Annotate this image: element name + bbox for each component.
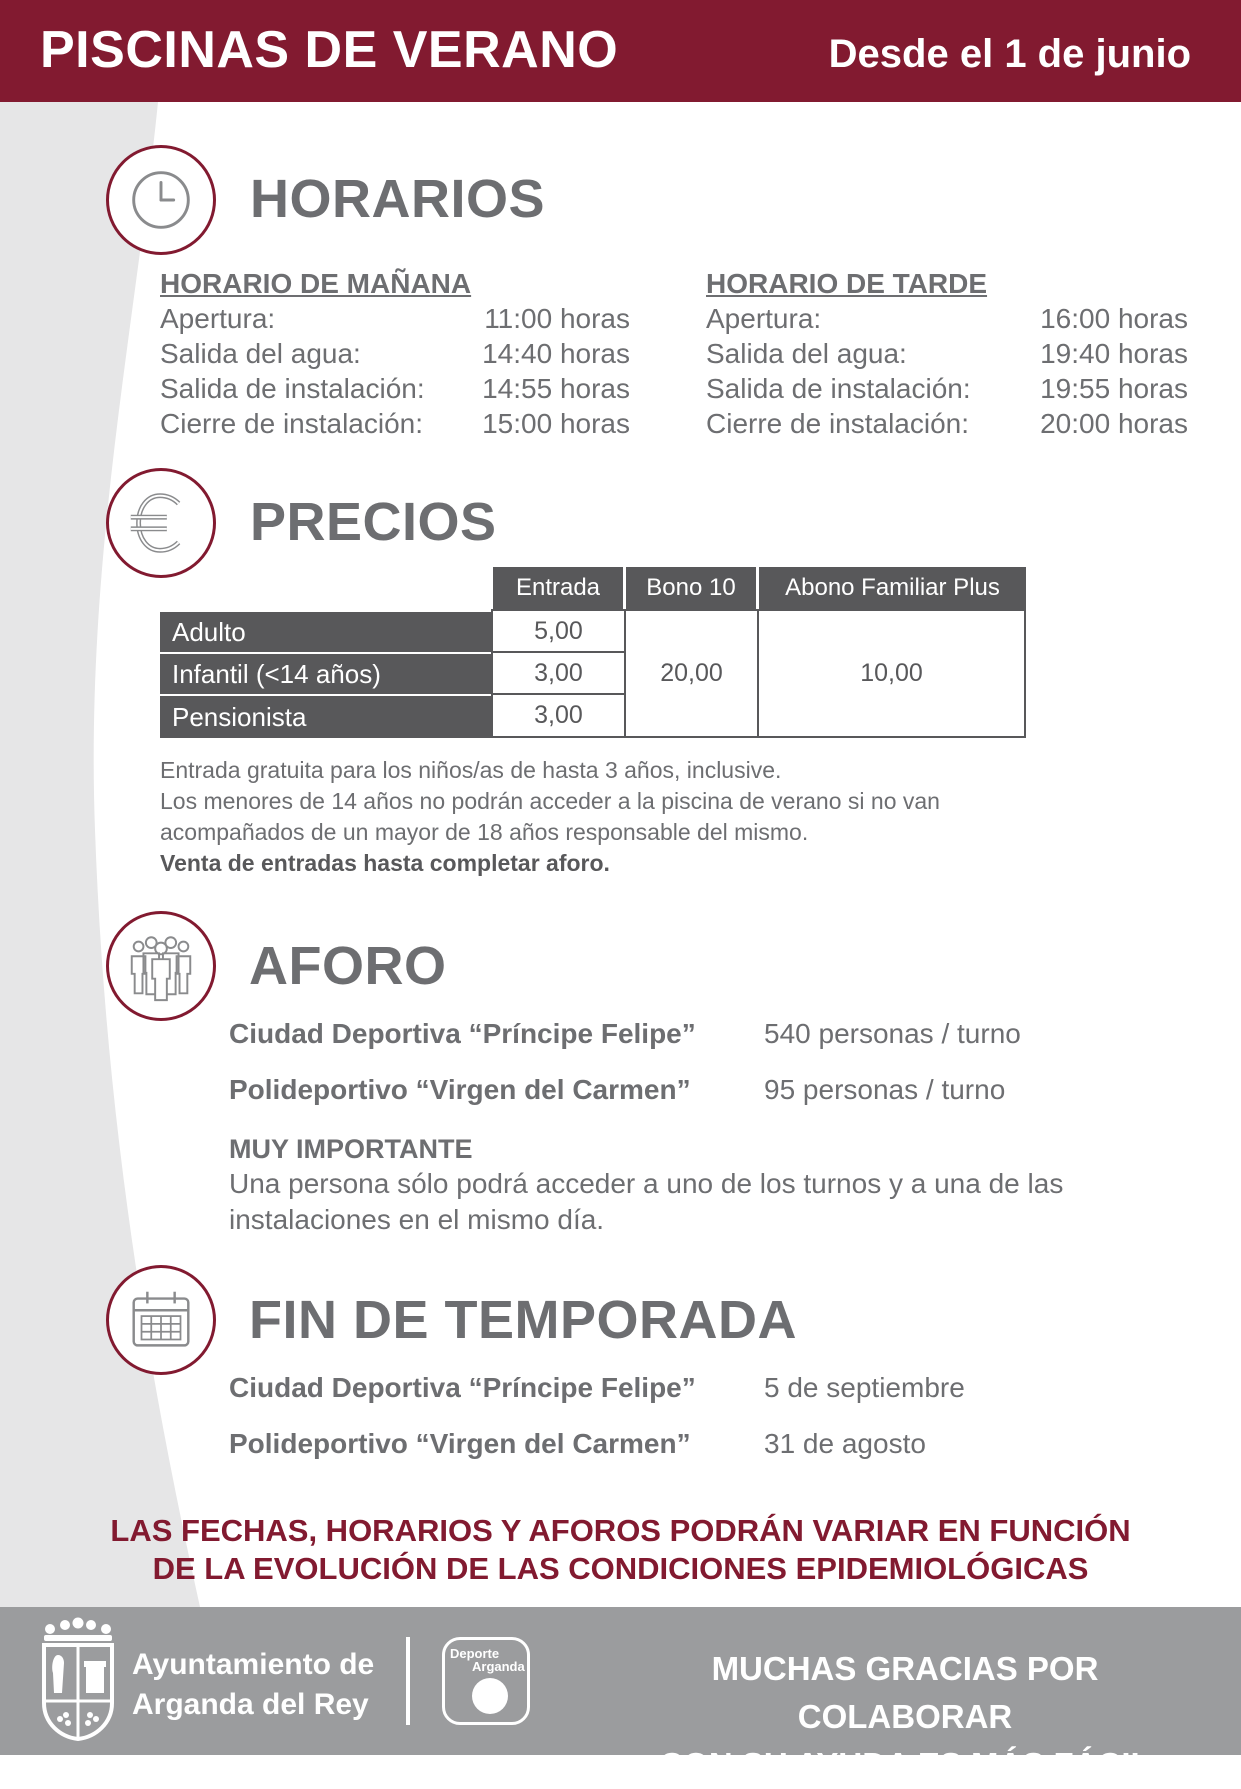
aforo-title: AFORO: [249, 936, 447, 996]
precios-title: PRECIOS: [250, 492, 497, 552]
important-line: instalaciones en el mismo día.: [229, 1204, 605, 1235]
important-notice: [229, 1132, 1129, 1238]
note-line: Entrada gratuita para los niños/as de hasta 3 años, inclusive.: [160, 757, 782, 783]
calendar-icon: [106, 1265, 216, 1375]
schedule-row: Salida de instalación: 19:55 horas: [706, 373, 1188, 404]
facility-name: Polideportivo “Virgen del Carmen”: [229, 1074, 691, 1105]
schedule-row: Apertura: 11:00 horas: [160, 303, 630, 334]
capacity-value: 95 personas / turno: [764, 1074, 1006, 1105]
people-icon: [106, 911, 216, 1021]
thanks-message: MUCHAS GRACIAS POR COLABORAR CON SU AYUDA ES MÁS FÁCIL: [659, 1650, 1151, 1783]
schedule-row: Salida del agua: 14:40 horas: [160, 338, 630, 369]
morning-heading: HORARIO DE MAÑANA: [160, 268, 472, 299]
price-cell-bono: 20,00: [624, 609, 759, 738]
start-date: Desde el 1 de junio: [828, 32, 1191, 76]
price-cell-pensionista: 3,00: [491, 693, 626, 738]
column-header-entrada: Entrada: [493, 567, 623, 609]
price-cell-infantil: 3,00: [491, 651, 626, 695]
clock-icon: [106, 145, 216, 255]
column-header-abono: Abono Familiar Plus: [759, 567, 1026, 609]
schedule-row: Salida del agua: 19:40 horas: [706, 338, 1188, 369]
deporte-arganda-logo: Deporte Arganda: [442, 1637, 530, 1725]
row-label-adulto: Adulto: [160, 612, 492, 652]
footer: [0, 1607, 1241, 1783]
footer-divider: [406, 1637, 410, 1725]
warning-line: DE LA EVOLUCIÓN DE LAS CONDICIONES EPIDEMIOLÓGICAS: [152, 1551, 1089, 1586]
horarios-title: HORARIOS: [250, 169, 546, 229]
end-date-value: 5 de septiembre: [764, 1372, 965, 1403]
row-label-pensionista: Pensionista: [160, 696, 492, 738]
note-bold-line: Venta de entradas hasta completar aforo.: [160, 850, 610, 876]
logo-circle: [472, 1678, 508, 1714]
afternoon-heading: HORARIO DE TARDE: [706, 268, 988, 299]
page-title: PISCINAS DE VERANO: [40, 21, 619, 79]
temporada-title: FIN DE TEMPORADA: [249, 1290, 797, 1350]
important-heading: MUY IMPORTANTE: [229, 1134, 473, 1164]
facility-name: Ciudad Deportiva “Príncipe Felipe”: [229, 1372, 696, 1403]
schedule-row: Salida de instalación: 14:55 horas: [160, 373, 630, 404]
schedule-row: Apertura: 16:00 horas: [706, 303, 1188, 334]
column-header-bono: Bono 10: [626, 567, 756, 609]
capacity-value: 540 personas / turno: [764, 1018, 1021, 1049]
afternoon-schedule: [706, 267, 1188, 441]
coat-of-arms-icon: [38, 1619, 118, 1743]
morning-schedule: [160, 267, 630, 441]
warning-notice: [0, 1512, 1241, 1588]
note-line: Los menores de 14 años no podrán acceder a la piscina de verano si no van: [160, 788, 940, 814]
note-line: acompañados de un mayor de 18 años responsable del mismo.: [160, 819, 809, 845]
end-date-value: 31 de agosto: [764, 1428, 926, 1459]
facility-name: Polideportivo “Virgen del Carmen”: [229, 1428, 691, 1459]
price-table: [160, 567, 1026, 738]
organization-name: Ayuntamiento de Arganda del Rey: [132, 1648, 375, 1721]
price-cell-adulto: 5,00: [491, 609, 626, 653]
row-label-infantil: Infantil (<14 años): [160, 654, 492, 694]
price-notes: [160, 755, 1060, 879]
important-line: Una persona sólo podrá acceder a uno de los turnos y a una de las: [229, 1168, 1064, 1199]
facility-name: Ciudad Deportiva “Príncipe Felipe”: [229, 1018, 696, 1049]
price-cell-abono: 10,00: [757, 609, 1026, 738]
schedule-row: Cierre de instalación: 15:00 horas: [160, 408, 630, 439]
warning-line: LAS FECHAS, HORARIOS Y AFOROS PODRÁN VARIAR EN FUNCIÓN: [110, 1513, 1131, 1548]
schedule-row: Cierre de instalación: 20:00 horas: [706, 408, 1188, 439]
euro-icon: [106, 468, 216, 578]
